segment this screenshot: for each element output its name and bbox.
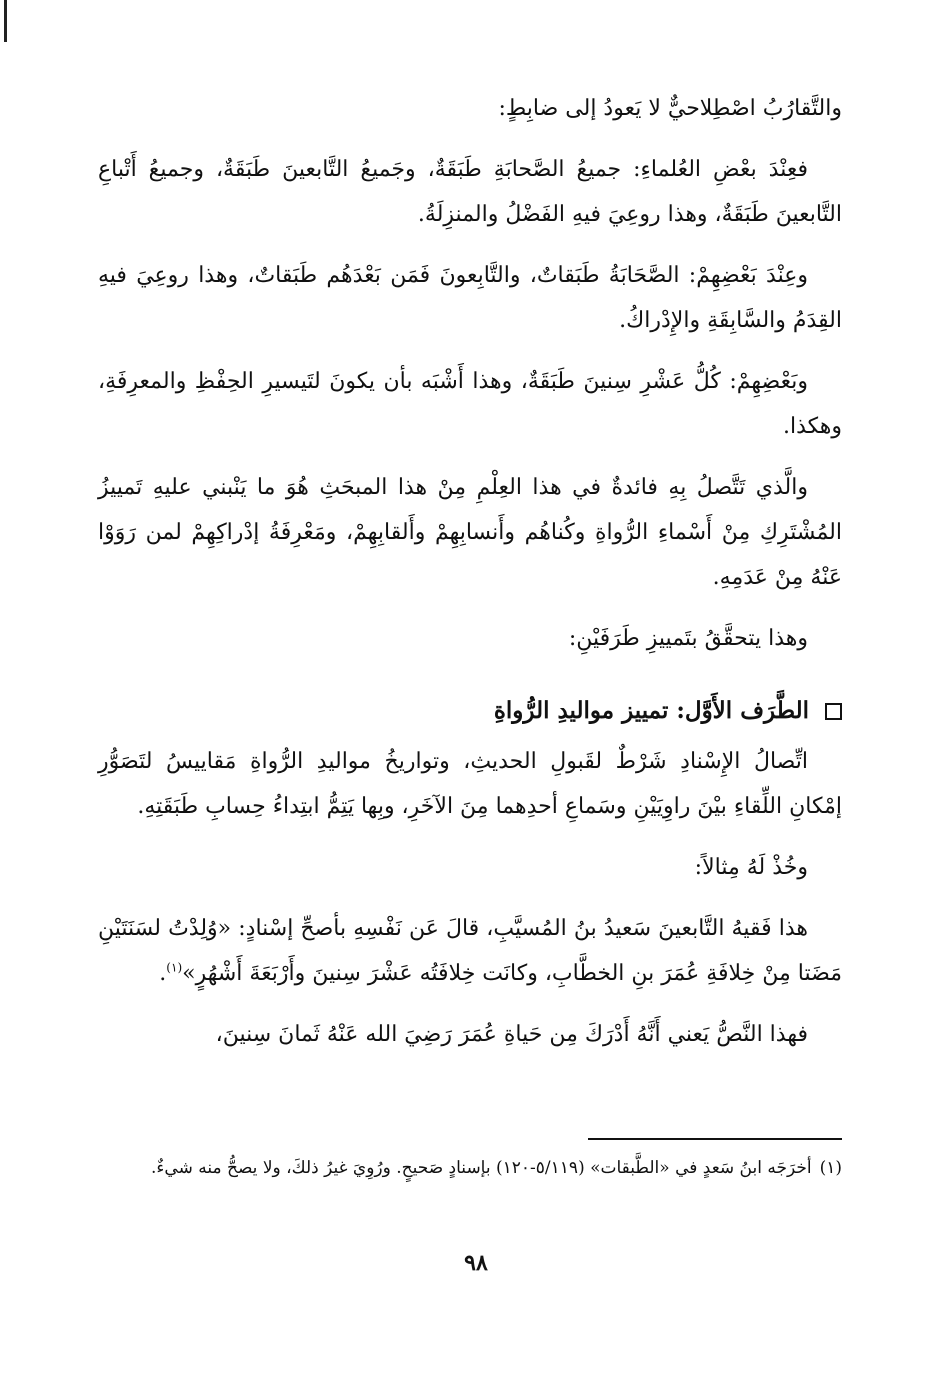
paragraph-2: فعِنْدَ بعْضِ العُلماءِ: جميعُ الصَّحابَةِ طَبَقَةٌ، وجَميعُ التَّابعينَ طَبَقَةٌ، وجميعُ أَتْباعِ التَّابعينَ طَبَقَةٌ، وهذا روعِيَ فيهِ الفَضْلُ والمنزِلَةُ. <box>98 157 842 227</box>
footnote-number: (١) <box>819 1158 842 1178</box>
paragraph-1: والتَّقارُبُ اصْطِلاحيٌّ لا يَعودُ إلى ضابِطٍ: <box>498 96 842 121</box>
paragraph-8: وخُذْ لَهُ مِثالاً: <box>694 855 808 880</box>
quote-text: هذا فَقيهُ التَّابعينَ سَعيدُ بنُ المُسيَّبِ، قالَ عَن نَفْسِهِ بأصحِّ إسْنادٍ: «وُلِدْتُ لسَنَتَيْنِ مَضَتا مِنْ خِلافَةِ عُمَرَ بنِ الخطَّابِ، وكانَت خِلافَتُه عَشْرَ سِنينَ وأَرْبَعَةَ أَشْهُرٍ» <box>98 916 842 986</box>
paragraph-3: وعِنْدَ بَعْضِهِمْ: الصَّحَابَةُ طَبَقاتٌ، والتَّابِعونَ فَمَن بَعْدَهُم طَبَقاتٌ، وهذا روعِيَ فيهِ القِدَمُ والسَّابِقَةِ والإِدْراكُ. <box>98 263 842 333</box>
page-edge-mark <box>4 0 7 42</box>
paragraph-5: والَّذي تَتَّصلُ بِهِ فائدةٌ في هذا العِلْمِ مِنْ هذا المبحَثِ هُوَ ما يَنْبني عليهِ تَمييزُ المُشْتَرِكِ مِنْ أَسْماءِ الرُّواةِ وكُناهُم وأَنسابِهِمْ وأَلقابِهِمْ، ومَعْرِفَةُ إدْراكِهِمْ لمن رَوَوْا عَنْهُ مِنْ عَدَمِهِ. <box>98 475 842 590</box>
paragraph-6: وهذا يتحقَّقُ بتَمييزِ طَرَفَيْنِ: <box>568 626 808 651</box>
footnote-divider <box>588 1138 842 1140</box>
footnotes <box>98 1150 842 1186</box>
page-body <box>98 86 842 1073</box>
paragraph-quote <box>98 906 842 996</box>
footnote-ref: (١) <box>166 960 183 975</box>
section-heading <box>98 691 842 731</box>
footnote-text: أخرَجَه ابنُ سَعدٍ في «الطَّبقات» (٥/١١٩-١٢٠) بإسنادٍ صَحيحٍ. ورُوِيَ غيرُ ذلكَ، ولا يصحُّ منه شيءٌ. <box>151 1158 812 1178</box>
section-heading-text: الطَّرَف الأَوَّل: تمييز مواليدِ الرُّواةِ <box>493 697 809 724</box>
page-number: ٩٨ <box>464 1250 488 1276</box>
quote-end: . <box>159 961 167 986</box>
paragraph-4: وبَعْضِهِمْ: كُلُّ عَشْرِ سِنينَ طَبَقَةٌ، وهذا أَشْبَه بأن يكونَ لتَيسيرِ الحِفْظِ والمعرِفَةِ، وهكذا. <box>98 369 842 439</box>
square-bullet-icon <box>825 703 842 720</box>
paragraph-last: فهذا النَّصُّ يَعني أَنَّهُ أَدْرَكَ مِن حَياةِ عُمَرَ رَضِيَ الله عَنْهُ ثَمانَ سِنينَ، <box>215 1022 808 1047</box>
paragraph-7: اتِّصالُ الإِسْنادِ شَرْطٌ لقَبولِ الحديثِ، وتواريخُ مواليدِ الرُّواةِ مَقاييسُ لتَصَوُّرِ إمْكانِ اللِّقاءِ بيْنَ راوِيَيْنِ وسَماعِ أحدِهما مِنَ الآخَرِ، وبِها يَتِمُّ ابتِداءُ حِسابِ طَبَقَتِهِ. <box>98 749 842 819</box>
